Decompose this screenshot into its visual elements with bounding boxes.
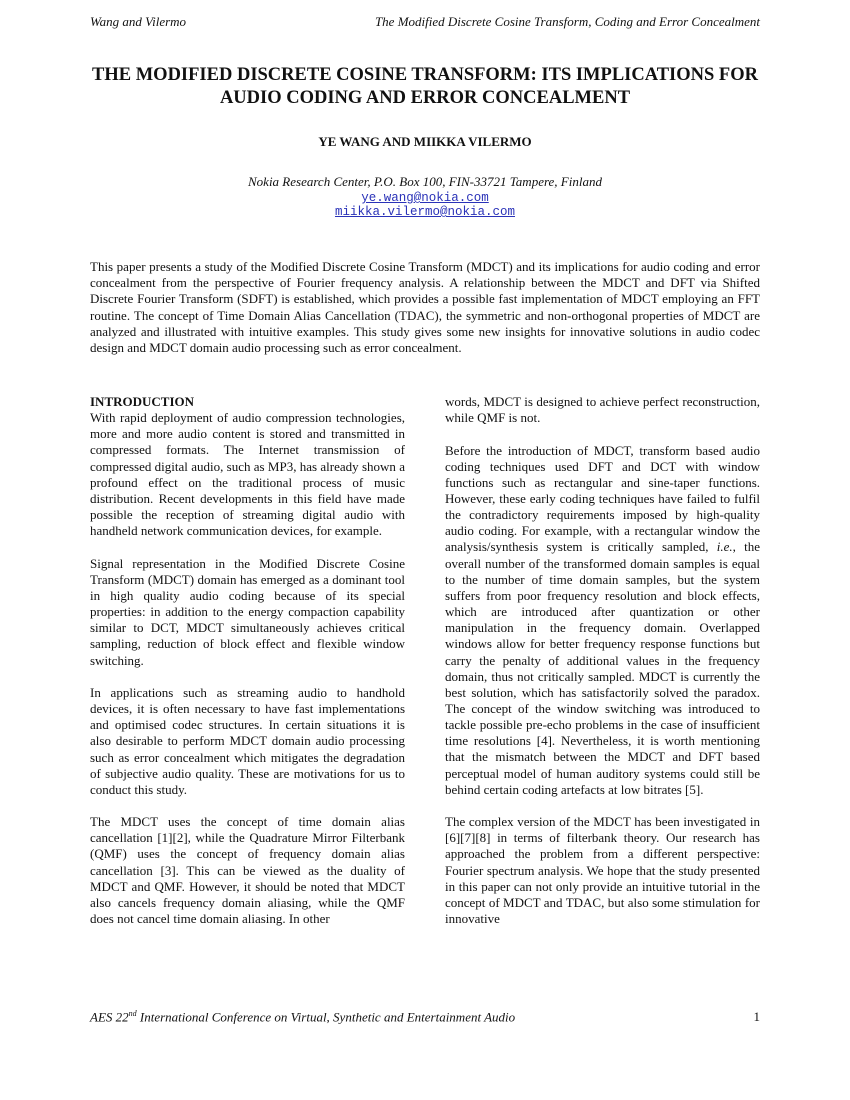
email-link-vilermo[interactable]: miikka.vilermo@nokia.com [334,205,516,219]
abstract: This paper presents a study of the Modified Discrete Cosine Transform (MDCT) and its implications for audio coding and error concealment from the perspective of Fourier frequency analysis. A relationship between the MDCT and DFT via Shifted Discrete Fourier Transform (SDFT) is established, which provides a possible fast implementation of MDCT employing an FFT routine. The concept of Time Domain Alias Cancellation (TDAC), the symmetric and non-orthogonal properties of MDCT are analyzed and illustrated with intuitive examples. This study gives some new insights for innovative solutions in audio codec design and MDCT domain audio processing such as error concealment. [90,259,760,356]
conference-prefix: AES 22 [90,1009,129,1025]
email-link-wang[interactable]: ye.wang@nokia.com [361,191,489,205]
paragraph: With rapid deployment of audio compression technologies, more and more audio content is stored and transmitted in compressed formats. The Internet transmission of compressed digital audio, such as MP3, has already shown a profound effect on the traditional process of music distribution. Recent developments in this field have made possible the reception of streaming digital audio with handheld network communication devices, for example. [90,410,405,539]
running-head-authors: Wang and Vilermo [90,14,187,29]
paragraph: The MDCT uses the concept of time domain alias cancellation [1][2], while the Quadrature Mirror Filterbank (QMF) uses the concept of frequency domain alias cancellation [3]. This can be viewed as the duality of MDCT and QMF. However, it should be noted that MDCT also cancels frequency domain aliasing, while the QMF does not cancel time domain aliasing. In other [90,814,405,927]
paragraph [445,443,760,798]
conference-suffix: International Conference on Virtual, Synthetic and Entertainment Audio [136,1009,516,1025]
paragraph: Signal representation in the Modified Discrete Cosine Transform (MDCT) domain has emerged as a dominant tool in high quality audio coding because of its special properties: in addition to the energy compaction capability similar to DCT, MDCT simultaneously achieves critical sampling, reduction of block effect and flexible window switching. [90,555,405,668]
paragraph-text: Before the introduction of MDCT, transform based audio coding techniques used DFT and DCT with window functions such as rectangular and sine-taper functions. However, these early coding techniques have failed to fulfil the contradictory requirements imposed by high-quality audio coding. For example, with a rectangular window the analysis/synthesis system is critically sampled, [445,442,760,555]
paragraph: The complex version of the MDCT has been investigated in [6][7][8] in terms of filterbank theory. Our research has approached the problem from a different perspective: Fourier spectrum analysis. We hope that the study presented in this paper can not only provide an intuitive tutorial in the concept of MDCT and TDAC, but also some stimulation for innovative [445,814,760,927]
left-column [90,394,405,927]
paper-title: THE MODIFIED DISCRETE COSINE TRANSFORM: ITS IMPLICATIONS FOR AUDIO CODING AND ERROR CONCEALMENT [92,65,758,108]
running-head-title: The Modified Discrete Cosine Transform, Coding and Error Concealment [374,14,760,29]
affiliation: Nokia Research Center, P.O. Box 100, FIN-33721 Tampere, Finland [248,174,602,189]
section-heading: INTRODUCTION [90,394,195,409]
conference-ordinal: nd [128,1009,137,1018]
paragraph-text: , the overall number of the transformed domain samples is equal to the number of time domain samples, but the system suffers from poor frequency resolution and block effects, which are introduced after quantization or other manipulation in the frequency domain. Overlapped windows allow for better frequency response functions but carry the penalty of additional values in the frequency domain, thus not critically sampled. MDCT is currently the best solution, which has satisfactorily solved the paradox. The concept of the window switching was introduced to tackle possible pre-echo problems in the case of insufficient time resolutions [4]. Nevertheless, it is worth mentioning that the mismatch between the MDCT and DFT based perceptual model of human auditory systems could still be behind certain coding artefacts at low bitrates [5]. [445,539,761,797]
running-head [90,14,760,32]
italic-ie: i.e. [716,539,733,555]
page-footer [90,1009,760,1029]
author-list: YE WANG AND MIIKKA VILERMO [318,134,532,149]
paragraph: In applications such as streaming audio to handhold devices, it is often necessary to have fast implementations and optimised codec structures. In certain situations it is also desirable to perform MDCT domain audio processing such as error concealment which mitigates the degradation of subjective audio quality. These are motivations for us to conduct this study. [90,684,405,797]
paragraph: words, MDCT is designed to achieve perfect reconstruction, while QMF is not. [445,394,760,426]
page-number: 1 [753,1009,760,1024]
right-column [445,394,760,927]
conference-name [90,1009,515,1025]
